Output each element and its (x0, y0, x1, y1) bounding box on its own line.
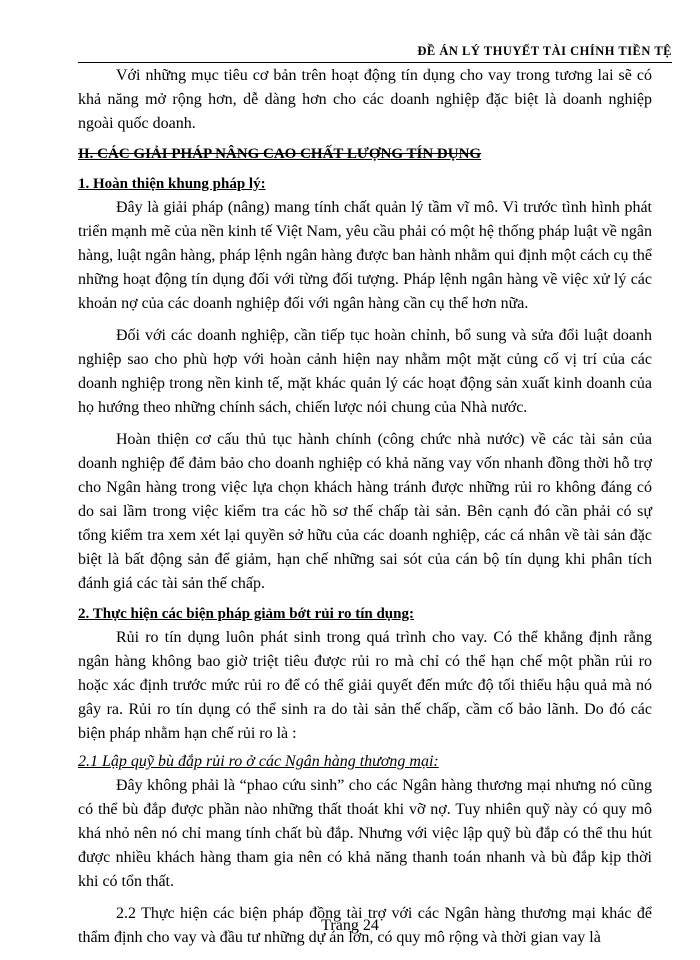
paragraph-enterprises: Đối với các doanh nghiệp, cần tiếp tục hoàn chỉnh, bổ sung và sửa đổi luật doanh nghiệp sao cho phù hợp với hoàn cảnh hiện nay nhằm một mặt củng cố vị trí của các doanh nghiệp trong nền kinh tế, mặt khác quản lý các hoạt động sản xuất kinh doanh của họ hướng theo những chính sách, chiến lược nói chung của Nhà nước. (78, 327, 652, 416)
document-header: ĐỀ ÁN LÝ THUYẾT TÀI CHÍNH TIỀN TỆ (78, 44, 672, 63)
paragraph-co-financing: 2.2 Thực hiện các biện pháp đồng tài trợ với các Ngân hàng thương mại khác để thẩm định cho vay và đầu tư những dự án lớn, có quy mô rộng và thời gian vay là (78, 905, 652, 946)
paragraph-intro: Với những mục tiêu cơ bản trên hoạt động tín dụng cho vay trong tương lai sẽ có khả năng mở rộng hơn, dễ dàng hơn cho các doanh nghiệp đặc biệt là doanh nghiệp ngoài quốc doanh. (78, 67, 652, 132)
paragraph-administrative: Hoàn thiện cơ cấu thủ tục hành chính (công chức nhà nước) về các tài sản của doanh nghiệp để đảm bảo cho doanh nghiệp có khả năng vay vốn nhanh đồng thời hỗ trợ cho Ngân hàng trong việc lựa chọn khách hàng tránh được những rủi ro không đáng có do sai lầm trong việc kiểm tra các hồ sơ thế chấp tài sản. Bên cạnh đó cần phải có sự tổng kiểm tra xem xét lại quyền sở hữu của các doanh nghiệp, các cá nhân về tài sản đặc biệt là bất động sản để giảm, hạn chế những sai sót của cán bộ tín dụng khi phân tích đánh giá các tài sản thế chấp. (78, 431, 652, 592)
paragraph-risk-fund: Đây không phải là “phao cứu sinh” cho các Ngân hàng thương mại nhưng nó cũng có thể bù đắp được phần nào những thất thoát khi vỡ nợ. Tuy nhiên quỹ này có quy mô khá nhỏ nên nó chỉ mang tính chất bù đắp. Nhưng với việc lập quỹ bù đắp có thể thu hút được nhiều khách hàng tham gia nên có khả năng thanh toán nhanh và bù đắp kịp thời khi có tổn thất. (78, 777, 652, 890)
page-number: Trang 24 (321, 917, 379, 934)
section-heading: II. CÁC GIẢI PHÁP NÂNG CAO CHẤT LƯỢNG TÍN DỤNG (78, 146, 482, 162)
subheading-risk-fund: 2.1 Lập quỹ bù đắp rủi ro ở các Ngân hàng thương mại: (78, 753, 439, 770)
document-body (78, 64, 652, 950)
paragraph-legal: Đây là giải pháp (nâng) mang tính chất quản lý tầm vĩ mô. Vì trước tình hình phát triển mạnh mẽ của nền kinh tế Việt Nam, yêu cầu phải có một hệ thống pháp luật về ngân hàng, luật ngân hàng, pháp lệnh ngân hàng được ban hành nhằm qui định một cách cụ thể những hoạt động tín dụng đối với từng đối tượng. Pháp lệnh ngân hàng về việc xử lý các khoản nợ của các doanh nghiệp đối với ngân hàng cần cụ thể hơn nữa. (78, 199, 652, 312)
subheading-risk-reduction: 2. Thực hiện các biện pháp giảm bớt rủi ro tín dụng: (78, 606, 414, 622)
paragraph-credit-risk: Rủi ro tín dụng luôn phát sinh trong quá trình cho vay. Có thể khẳng định rằng ngân hàng không bao giờ triệt tiêu được rủi ro mà chỉ có thể hạn chế một phần rủi ro hoặc xác định trước mức rủi ro để có thể giải quyết đến mức độ tối thiểu hậu quả mà nó gây ra. Rủi ro tín dụng có thể sinh ra do tài sản thế chấp, cầm cố bảo lãnh. Do đó các biện pháp nhằm hạn chế rủi ro là : (78, 629, 652, 742)
subheading-legal-framework: 1. Hoàn thiện khung pháp lý: (78, 176, 266, 192)
